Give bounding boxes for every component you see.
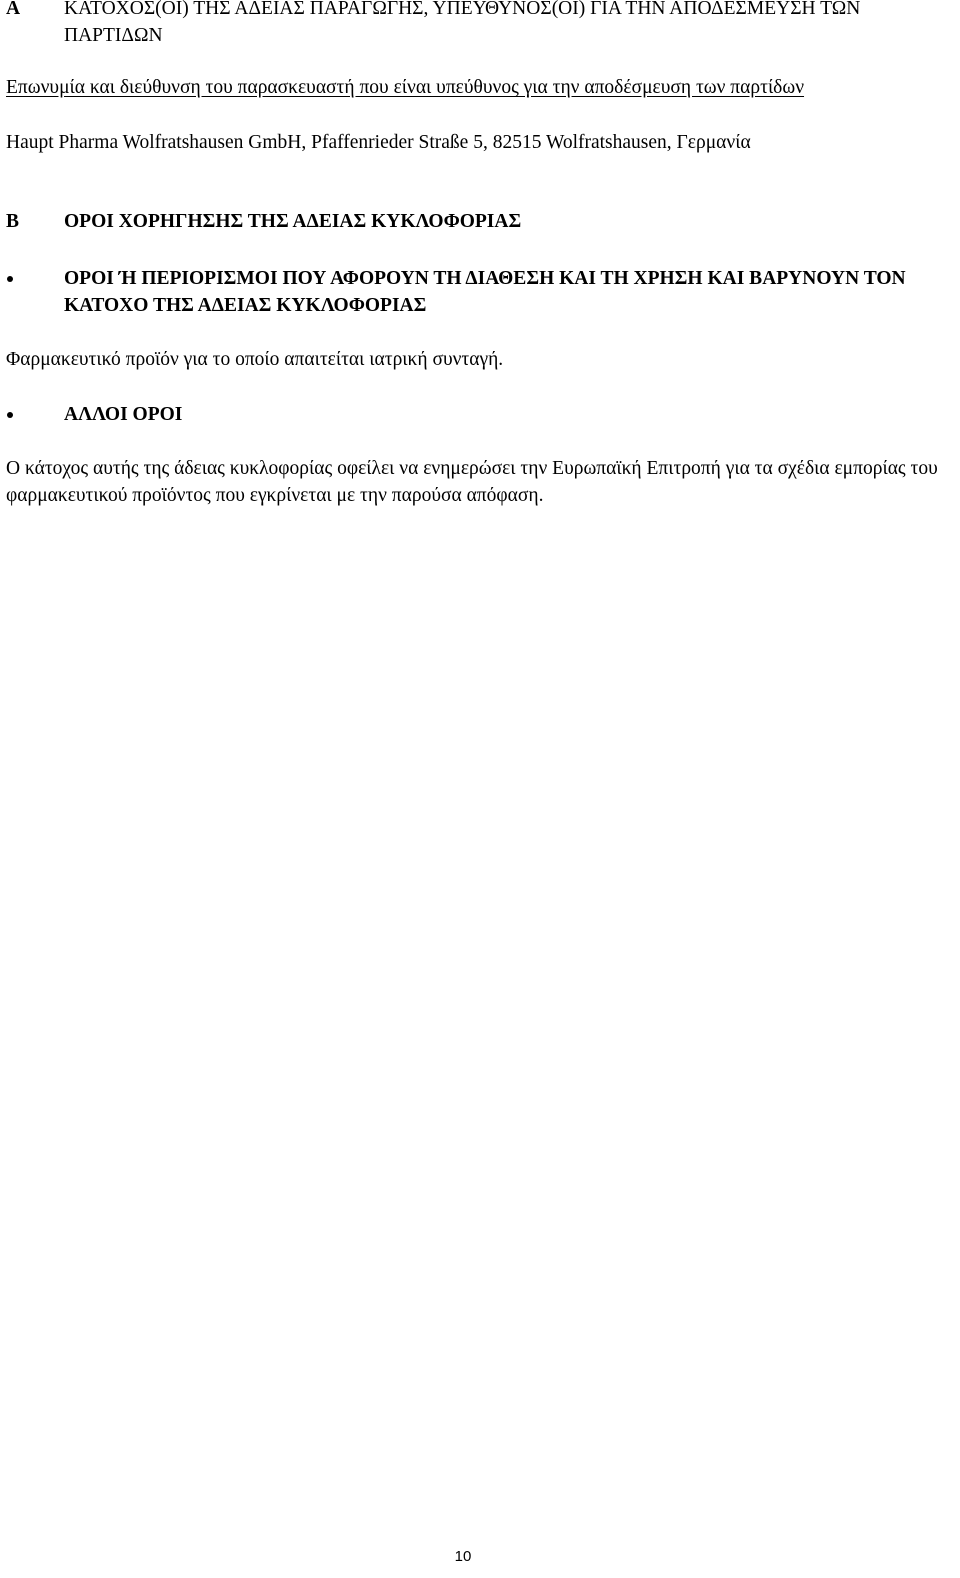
other-conditions-heading: [6, 401, 940, 428]
manufacturer-subheading: Επωνυμία και διεύθυνση του παρασκευαστή που είναι υπεύθυνος για την αποδέσμευση των παρτίδων: [6, 77, 805, 98]
section-b-letter: B: [6, 211, 20, 232]
page-number: 10: [454, 1548, 472, 1565]
conditions-heading-text: ΟΡΟΙ Ή ΠΕΡΙΟΡΙΣΜΟΙ ΠΟΥ ΑΦΟΡΟΥΝ ΤΗ ΔΙΑΘΕΣΗ ΚΑΙ ΤΗ ΧΡΗΣΗ ΚΑΙ ΒΑΡΥΝΟΥΝ ΤΟΝ ΚΑΤΟΧΟ ΤΗΣ ΑΔΕΙΑΣ ΚΥΚΛΟΦΟΡΙΑΣ: [64, 268, 906, 316]
section-b-title: ΟΡΟΙ ΧΟΡΗΓΗΣΗΣ ΤΗΣ ΑΔΕΙΑΣ ΚΥΚΛΟΦΟΡΙΑΣ: [64, 211, 522, 232]
manufacturer-address: Haupt Pharma Wolfratshausen GmbH, Pfaffenrieder Straße 5, 82515 Wolfratshausen, Γερμανία: [6, 132, 751, 153]
section-a-title: ΚΑΤΟΧΟΣ(ΟΙ) ΤΗΣ ΑΔΕΙΑΣ ΠΑΡΑΓΩΓΗΣ, ΥΠΕΥΘΥΝΟΣ(ΟΙ) ΓΙΑ ΤΗΝ ΑΠΟΔΕΣΜΕΥΣΗ ΤΩΝ ΠΑΡΤΙΔΩΝ: [64, 0, 861, 46]
other-conditions-text: Ο κάτοχος αυτής της άδειας κυκλοφορίας οφείλει να ενημερώσει την Ευρωπαϊκή Επιτροπή για τα σχέδια εμπορίας του φαρμακευτικού προϊόντος που εγκρίνεται με την παρούσα απόφαση.: [6, 458, 938, 506]
bullet-icon: [6, 401, 64, 428]
other-conditions-heading-text: ΑΛΛΟΙ ΟΡΟΙ: [64, 404, 183, 425]
section-b-heading: [6, 208, 940, 235]
section-a-letter: A: [6, 0, 21, 19]
conditions-heading: [6, 265, 940, 319]
conditions-text: Φαρμακευτικό προϊόν για το οποίο απαιτείται ιατρική συνταγή.: [6, 349, 504, 370]
bullet-icon: [6, 265, 64, 292]
section-a-heading: [6, 0, 940, 49]
